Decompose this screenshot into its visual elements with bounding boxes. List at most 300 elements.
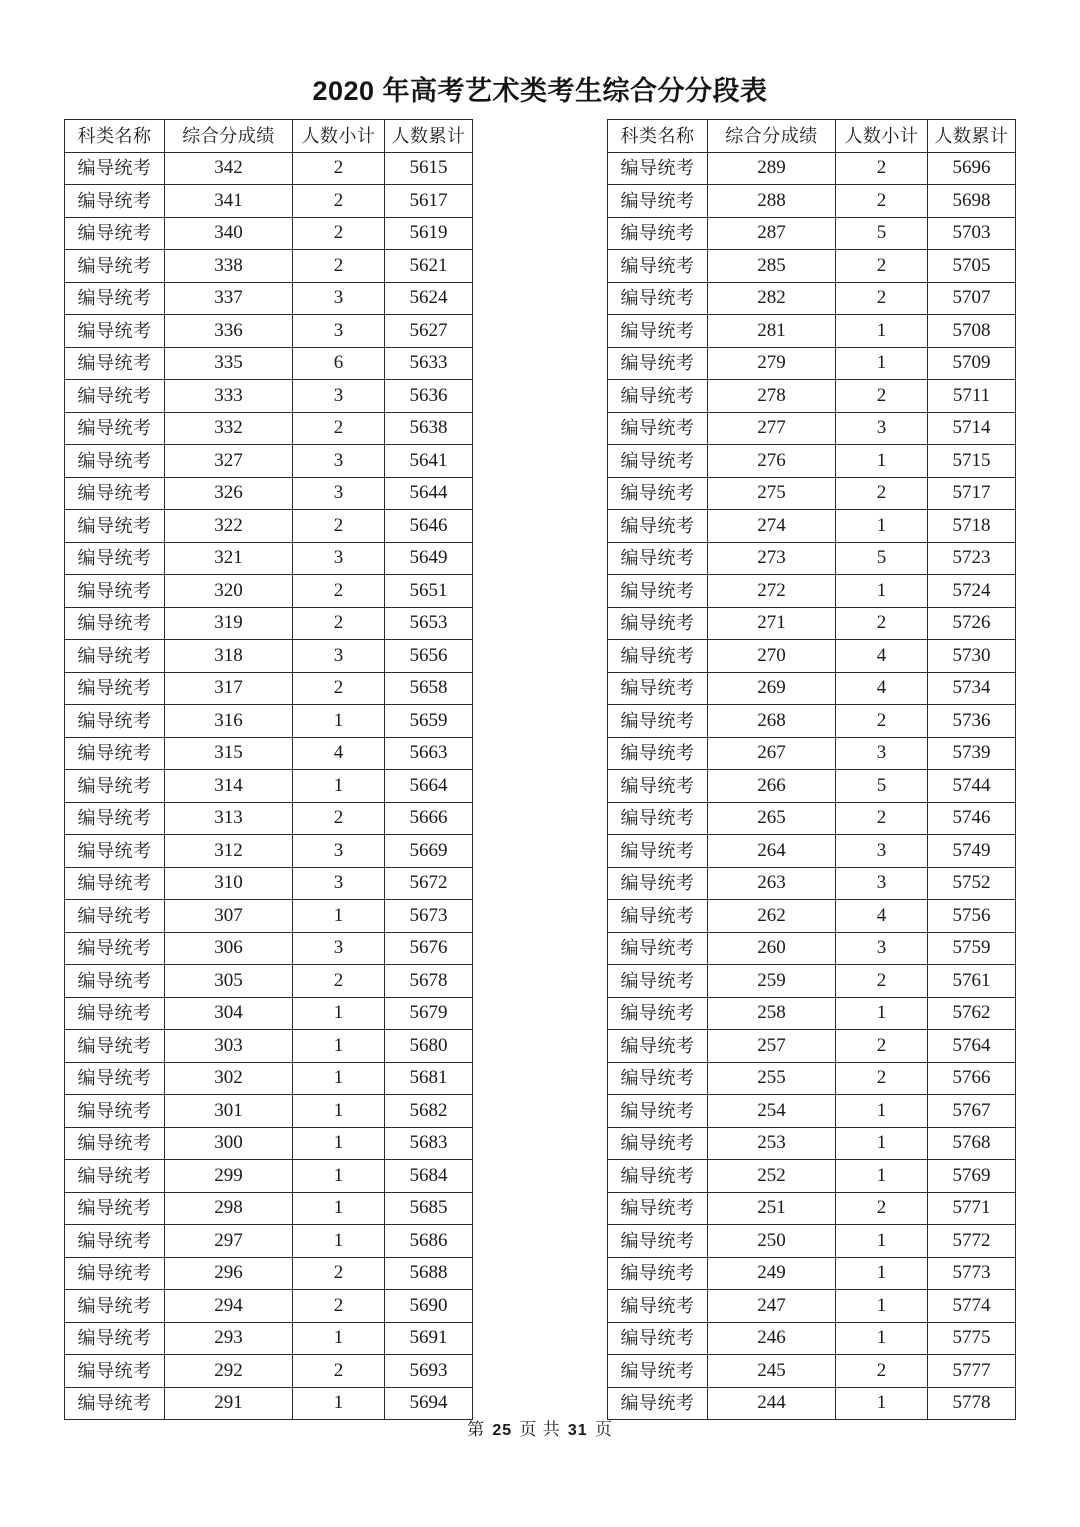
cell-subtotal: 1 xyxy=(293,1127,385,1160)
cell-score: 303 xyxy=(165,1030,293,1063)
cell-subject: 编导统考 xyxy=(65,412,165,445)
table-row xyxy=(608,672,1016,705)
table-row xyxy=(65,315,473,348)
cell-score: 281 xyxy=(708,315,836,348)
cell-score: 278 xyxy=(708,380,836,413)
score-table-left-body xyxy=(65,152,473,1420)
cell-score: 340 xyxy=(165,217,293,250)
column-header-score: 综合分成绩 xyxy=(708,120,836,153)
table-row xyxy=(65,575,473,608)
table-row xyxy=(65,412,473,445)
cell-subtotal: 3 xyxy=(293,835,385,868)
cell-cumulative: 5774 xyxy=(928,1290,1016,1323)
cell-subject: 编导统考 xyxy=(608,835,708,868)
table-row xyxy=(65,445,473,478)
cell-score: 315 xyxy=(165,737,293,770)
table-row xyxy=(608,412,1016,445)
cell-score: 341 xyxy=(165,185,293,218)
table-row xyxy=(65,542,473,575)
column-header-cumulative: 人数累计 xyxy=(928,120,1016,153)
cell-score: 268 xyxy=(708,705,836,738)
table-row xyxy=(608,315,1016,348)
cell-score: 291 xyxy=(165,1387,293,1420)
cell-cumulative: 5761 xyxy=(928,965,1016,998)
cell-score: 251 xyxy=(708,1192,836,1225)
cell-subject: 编导统考 xyxy=(608,445,708,478)
cell-subject: 编导统考 xyxy=(608,477,708,510)
cell-subtotal: 2 xyxy=(293,1355,385,1388)
cell-subject: 编导统考 xyxy=(608,250,708,283)
cell-subtotal: 3 xyxy=(836,835,928,868)
cell-subtotal: 1 xyxy=(836,347,928,380)
cell-subtotal: 1 xyxy=(293,1030,385,1063)
cell-cumulative: 5681 xyxy=(385,1062,473,1095)
cell-subject: 编导统考 xyxy=(65,380,165,413)
cell-subject: 编导统考 xyxy=(608,1192,708,1225)
table-row xyxy=(608,510,1016,543)
cell-score: 269 xyxy=(708,672,836,705)
table-row xyxy=(65,965,473,998)
table-row xyxy=(608,477,1016,510)
table-row xyxy=(608,802,1016,835)
table-row xyxy=(65,477,473,510)
cell-subject: 编导统考 xyxy=(65,835,165,868)
cell-score: 336 xyxy=(165,315,293,348)
cell-subtotal: 2 xyxy=(836,705,928,738)
cell-cumulative: 5627 xyxy=(385,315,473,348)
cell-subtotal: 2 xyxy=(293,575,385,608)
cell-subject: 编导统考 xyxy=(608,737,708,770)
cell-subject: 编导统考 xyxy=(608,1030,708,1063)
cell-subject: 编导统考 xyxy=(65,510,165,543)
cell-subtotal: 3 xyxy=(293,932,385,965)
cell-score: 316 xyxy=(165,705,293,738)
table-row xyxy=(65,640,473,673)
table-row xyxy=(608,217,1016,250)
cell-subject: 编导统考 xyxy=(65,900,165,933)
cell-cumulative: 5778 xyxy=(928,1387,1016,1420)
page-footer xyxy=(0,1418,1080,1443)
cell-subtotal: 3 xyxy=(293,445,385,478)
cell-cumulative: 5617 xyxy=(385,185,473,218)
cell-subtotal: 2 xyxy=(293,152,385,185)
cell-subject: 编导统考 xyxy=(608,640,708,673)
cell-subject: 编导统考 xyxy=(65,1355,165,1388)
cell-subtotal: 6 xyxy=(293,347,385,380)
cell-subtotal: 2 xyxy=(293,965,385,998)
cell-cumulative: 5678 xyxy=(385,965,473,998)
cell-score: 260 xyxy=(708,932,836,965)
cell-cumulative: 5683 xyxy=(385,1127,473,1160)
cell-subject: 编导统考 xyxy=(608,705,708,738)
cell-cumulative: 5744 xyxy=(928,770,1016,803)
cell-score: 258 xyxy=(708,997,836,1030)
cell-cumulative: 5772 xyxy=(928,1225,1016,1258)
cell-cumulative: 5724 xyxy=(928,575,1016,608)
table-header-row xyxy=(65,120,473,153)
cell-subject: 编导统考 xyxy=(65,640,165,673)
table-row xyxy=(608,1127,1016,1160)
cell-cumulative: 5684 xyxy=(385,1160,473,1193)
cell-score: 338 xyxy=(165,250,293,283)
cell-score: 333 xyxy=(165,380,293,413)
cell-cumulative: 5739 xyxy=(928,737,1016,770)
score-table-right xyxy=(607,119,1016,1420)
cell-subtotal: 2 xyxy=(836,1030,928,1063)
table-row xyxy=(65,282,473,315)
cell-subject: 编导统考 xyxy=(65,282,165,315)
cell-subject: 编导统考 xyxy=(65,672,165,705)
cell-subtotal: 1 xyxy=(836,445,928,478)
cell-subtotal: 2 xyxy=(836,380,928,413)
cell-cumulative: 5641 xyxy=(385,445,473,478)
cell-subtotal: 1 xyxy=(293,900,385,933)
table-row xyxy=(65,1192,473,1225)
cell-score: 262 xyxy=(708,900,836,933)
cell-subject: 编导统考 xyxy=(65,802,165,835)
cell-cumulative: 5709 xyxy=(928,347,1016,380)
cell-score: 305 xyxy=(165,965,293,998)
cell-subject: 编导统考 xyxy=(65,1095,165,1128)
table-row xyxy=(608,1290,1016,1323)
table-row xyxy=(65,997,473,1030)
cell-subject: 编导统考 xyxy=(608,315,708,348)
cell-score: 259 xyxy=(708,965,836,998)
cell-cumulative: 5746 xyxy=(928,802,1016,835)
table-row xyxy=(608,1095,1016,1128)
cell-subtotal: 1 xyxy=(836,1225,928,1258)
cell-cumulative: 5736 xyxy=(928,705,1016,738)
cell-subtotal: 5 xyxy=(836,770,928,803)
cell-score: 244 xyxy=(708,1387,836,1420)
cell-score: 296 xyxy=(165,1257,293,1290)
table-row xyxy=(65,900,473,933)
cell-subject: 编导统考 xyxy=(608,1355,708,1388)
cell-score: 257 xyxy=(708,1030,836,1063)
cell-cumulative: 5764 xyxy=(928,1030,1016,1063)
cell-subtotal: 2 xyxy=(836,282,928,315)
cell-subtotal: 4 xyxy=(293,737,385,770)
cell-score: 321 xyxy=(165,542,293,575)
table-row xyxy=(65,1160,473,1193)
cell-subject: 编导统考 xyxy=(608,1062,708,1095)
cell-cumulative: 5638 xyxy=(385,412,473,445)
table-row xyxy=(608,152,1016,185)
table-row xyxy=(608,770,1016,803)
cell-subtotal: 2 xyxy=(293,607,385,640)
cell-subject: 编导统考 xyxy=(608,932,708,965)
cell-subject: 编导统考 xyxy=(608,282,708,315)
cell-score: 254 xyxy=(708,1095,836,1128)
cell-score: 282 xyxy=(708,282,836,315)
cell-subject: 编导统考 xyxy=(608,965,708,998)
cell-cumulative: 5773 xyxy=(928,1257,1016,1290)
cell-score: 245 xyxy=(708,1355,836,1388)
cell-score: 302 xyxy=(165,1062,293,1095)
cell-subject: 编导统考 xyxy=(608,1257,708,1290)
table-row xyxy=(65,1387,473,1420)
cell-cumulative: 5656 xyxy=(385,640,473,673)
cell-cumulative: 5771 xyxy=(928,1192,1016,1225)
cell-score: 277 xyxy=(708,412,836,445)
cell-subtotal: 1 xyxy=(293,1322,385,1355)
cell-cumulative: 5619 xyxy=(385,217,473,250)
cell-subtotal: 2 xyxy=(293,672,385,705)
cell-score: 267 xyxy=(708,737,836,770)
cell-cumulative: 5624 xyxy=(385,282,473,315)
cell-cumulative: 5708 xyxy=(928,315,1016,348)
table-row xyxy=(608,347,1016,380)
cell-score: 249 xyxy=(708,1257,836,1290)
cell-cumulative: 5698 xyxy=(928,185,1016,218)
cell-score: 332 xyxy=(165,412,293,445)
cell-cumulative: 5636 xyxy=(385,380,473,413)
cell-cumulative: 5659 xyxy=(385,705,473,738)
cell-score: 292 xyxy=(165,1355,293,1388)
cell-subject: 编导统考 xyxy=(65,965,165,998)
footer-prefix: 第 xyxy=(467,1420,486,1439)
cell-subtotal: 1 xyxy=(293,997,385,1030)
cell-score: 274 xyxy=(708,510,836,543)
cell-score: 307 xyxy=(165,900,293,933)
table-header-row xyxy=(608,120,1016,153)
cell-cumulative: 5723 xyxy=(928,542,1016,575)
cell-cumulative: 5749 xyxy=(928,835,1016,868)
cell-subject: 编导统考 xyxy=(65,737,165,770)
cell-score: 266 xyxy=(708,770,836,803)
cell-subtotal: 2 xyxy=(293,217,385,250)
table-row xyxy=(65,152,473,185)
cell-cumulative: 5615 xyxy=(385,152,473,185)
cell-score: 298 xyxy=(165,1192,293,1225)
cell-score: 297 xyxy=(165,1225,293,1258)
cell-score: 289 xyxy=(708,152,836,185)
cell-score: 342 xyxy=(165,152,293,185)
cell-subject: 编导统考 xyxy=(608,770,708,803)
cell-subtotal: 2 xyxy=(293,510,385,543)
cell-subtotal: 1 xyxy=(836,1257,928,1290)
cell-cumulative: 5693 xyxy=(385,1355,473,1388)
cell-score: 313 xyxy=(165,802,293,835)
cell-subtotal: 3 xyxy=(836,932,928,965)
cell-score: 272 xyxy=(708,575,836,608)
cell-subtotal: 2 xyxy=(293,802,385,835)
cell-subject: 编导统考 xyxy=(65,1290,165,1323)
table-row xyxy=(608,900,1016,933)
cell-subtotal: 2 xyxy=(836,1355,928,1388)
cell-score: 300 xyxy=(165,1127,293,1160)
cell-subject: 编导统考 xyxy=(608,802,708,835)
score-table-left xyxy=(64,119,473,1420)
table-row xyxy=(65,607,473,640)
score-tables-container xyxy=(64,119,1016,1420)
footer-current-page: 25 xyxy=(492,1422,513,1439)
cell-cumulative: 5711 xyxy=(928,380,1016,413)
cell-subtotal: 3 xyxy=(293,380,385,413)
cell-cumulative: 5707 xyxy=(928,282,1016,315)
cell-score: 276 xyxy=(708,445,836,478)
cell-subject: 编导统考 xyxy=(65,997,165,1030)
cell-cumulative: 5703 xyxy=(928,217,1016,250)
table-row xyxy=(65,737,473,770)
cell-subject: 编导统考 xyxy=(608,1387,708,1420)
cell-subtotal: 3 xyxy=(293,867,385,900)
cell-subtotal: 2 xyxy=(836,965,928,998)
cell-cumulative: 5730 xyxy=(928,640,1016,673)
cell-subject: 编导统考 xyxy=(65,477,165,510)
cell-subtotal: 1 xyxy=(293,705,385,738)
cell-subtotal: 2 xyxy=(836,477,928,510)
column-header-subtotal: 人数小计 xyxy=(836,120,928,153)
cell-cumulative: 5633 xyxy=(385,347,473,380)
cell-cumulative: 5663 xyxy=(385,737,473,770)
table-row xyxy=(65,802,473,835)
cell-score: 247 xyxy=(708,1290,836,1323)
cell-subtotal: 1 xyxy=(836,1127,928,1160)
cell-subtotal: 3 xyxy=(836,867,928,900)
cell-cumulative: 5679 xyxy=(385,997,473,1030)
table-row xyxy=(65,185,473,218)
table-row xyxy=(608,250,1016,283)
cell-subtotal: 1 xyxy=(836,1290,928,1323)
cell-subtotal: 2 xyxy=(836,1192,928,1225)
table-row xyxy=(65,217,473,250)
cell-subject: 编导统考 xyxy=(65,1062,165,1095)
cell-cumulative: 5715 xyxy=(928,445,1016,478)
table-row xyxy=(65,867,473,900)
cell-subject: 编导统考 xyxy=(65,347,165,380)
cell-subject: 编导统考 xyxy=(608,607,708,640)
cell-score: 337 xyxy=(165,282,293,315)
cell-score: 326 xyxy=(165,477,293,510)
cell-cumulative: 5714 xyxy=(928,412,1016,445)
table-row xyxy=(608,185,1016,218)
table-row xyxy=(608,1355,1016,1388)
cell-cumulative: 5762 xyxy=(928,997,1016,1030)
cell-cumulative: 5768 xyxy=(928,1127,1016,1160)
cell-subject: 编导统考 xyxy=(65,250,165,283)
cell-cumulative: 5752 xyxy=(928,867,1016,900)
table-row xyxy=(608,575,1016,608)
cell-score: 271 xyxy=(708,607,836,640)
cell-score: 287 xyxy=(708,217,836,250)
table-row xyxy=(608,380,1016,413)
cell-score: 265 xyxy=(708,802,836,835)
cell-cumulative: 5705 xyxy=(928,250,1016,283)
cell-cumulative: 5777 xyxy=(928,1355,1016,1388)
cell-score: 314 xyxy=(165,770,293,803)
cell-cumulative: 5686 xyxy=(385,1225,473,1258)
footer-suffix: 页 xyxy=(594,1420,613,1439)
cell-subject: 编导统考 xyxy=(608,1127,708,1160)
cell-cumulative: 5685 xyxy=(385,1192,473,1225)
cell-score: 312 xyxy=(165,835,293,868)
table-row xyxy=(608,1257,1016,1290)
cell-subject: 编导统考 xyxy=(608,1322,708,1355)
cell-cumulative: 5664 xyxy=(385,770,473,803)
cell-score: 304 xyxy=(165,997,293,1030)
cell-subtotal: 2 xyxy=(293,250,385,283)
cell-subject: 编导统考 xyxy=(65,705,165,738)
cell-subtotal: 2 xyxy=(293,1257,385,1290)
cell-subject: 编导统考 xyxy=(65,932,165,965)
cell-cumulative: 5696 xyxy=(928,152,1016,185)
cell-score: 275 xyxy=(708,477,836,510)
cell-subtotal: 1 xyxy=(293,1387,385,1420)
cell-subject: 编导统考 xyxy=(65,217,165,250)
table-row xyxy=(608,1225,1016,1258)
cell-subtotal: 3 xyxy=(293,315,385,348)
cell-subtotal: 1 xyxy=(836,997,928,1030)
table-row xyxy=(65,380,473,413)
cell-score: 263 xyxy=(708,867,836,900)
cell-subtotal: 1 xyxy=(293,1225,385,1258)
cell-score: 264 xyxy=(708,835,836,868)
cell-cumulative: 5651 xyxy=(385,575,473,608)
cell-score: 279 xyxy=(708,347,836,380)
table-row xyxy=(65,1290,473,1323)
cell-subject: 编导统考 xyxy=(65,1322,165,1355)
cell-subtotal: 1 xyxy=(293,1062,385,1095)
cell-cumulative: 5691 xyxy=(385,1322,473,1355)
cell-cumulative: 5680 xyxy=(385,1030,473,1063)
cell-score: 322 xyxy=(165,510,293,543)
cell-cumulative: 5717 xyxy=(928,477,1016,510)
table-row xyxy=(608,640,1016,673)
cell-score: 293 xyxy=(165,1322,293,1355)
cell-score: 335 xyxy=(165,347,293,380)
table-row xyxy=(608,867,1016,900)
cell-subtotal: 4 xyxy=(836,640,928,673)
cell-score: 250 xyxy=(708,1225,836,1258)
cell-cumulative: 5690 xyxy=(385,1290,473,1323)
cell-subject: 编导统考 xyxy=(65,1160,165,1193)
cell-subject: 编导统考 xyxy=(65,1127,165,1160)
footer-total-pages: 31 xyxy=(567,1422,588,1439)
cell-subtotal: 3 xyxy=(293,282,385,315)
table-row xyxy=(608,932,1016,965)
cell-subject: 编导统考 xyxy=(608,152,708,185)
cell-subject: 编导统考 xyxy=(608,900,708,933)
cell-score: 327 xyxy=(165,445,293,478)
cell-cumulative: 5718 xyxy=(928,510,1016,543)
cell-cumulative: 5759 xyxy=(928,932,1016,965)
column-header-score: 综合分成绩 xyxy=(165,120,293,153)
cell-cumulative: 5766 xyxy=(928,1062,1016,1095)
cell-cumulative: 5621 xyxy=(385,250,473,283)
table-row xyxy=(65,347,473,380)
cell-score: 252 xyxy=(708,1160,836,1193)
cell-score: 306 xyxy=(165,932,293,965)
cell-subject: 编导统考 xyxy=(608,347,708,380)
cell-cumulative: 5775 xyxy=(928,1322,1016,1355)
cell-subject: 编导统考 xyxy=(608,672,708,705)
cell-subject: 编导统考 xyxy=(65,1192,165,1225)
cell-subtotal: 2 xyxy=(836,1062,928,1095)
cell-subject: 编导统考 xyxy=(608,1160,708,1193)
cell-score: 299 xyxy=(165,1160,293,1193)
cell-subtotal: 3 xyxy=(293,542,385,575)
cell-cumulative: 5672 xyxy=(385,867,473,900)
table-row xyxy=(65,705,473,738)
cell-cumulative: 5666 xyxy=(385,802,473,835)
cell-subject: 编导统考 xyxy=(65,1030,165,1063)
cell-subject: 编导统考 xyxy=(608,1290,708,1323)
cell-subject: 编导统考 xyxy=(65,542,165,575)
cell-subject: 编导统考 xyxy=(608,380,708,413)
table-row xyxy=(65,250,473,283)
cell-subtotal: 3 xyxy=(293,640,385,673)
